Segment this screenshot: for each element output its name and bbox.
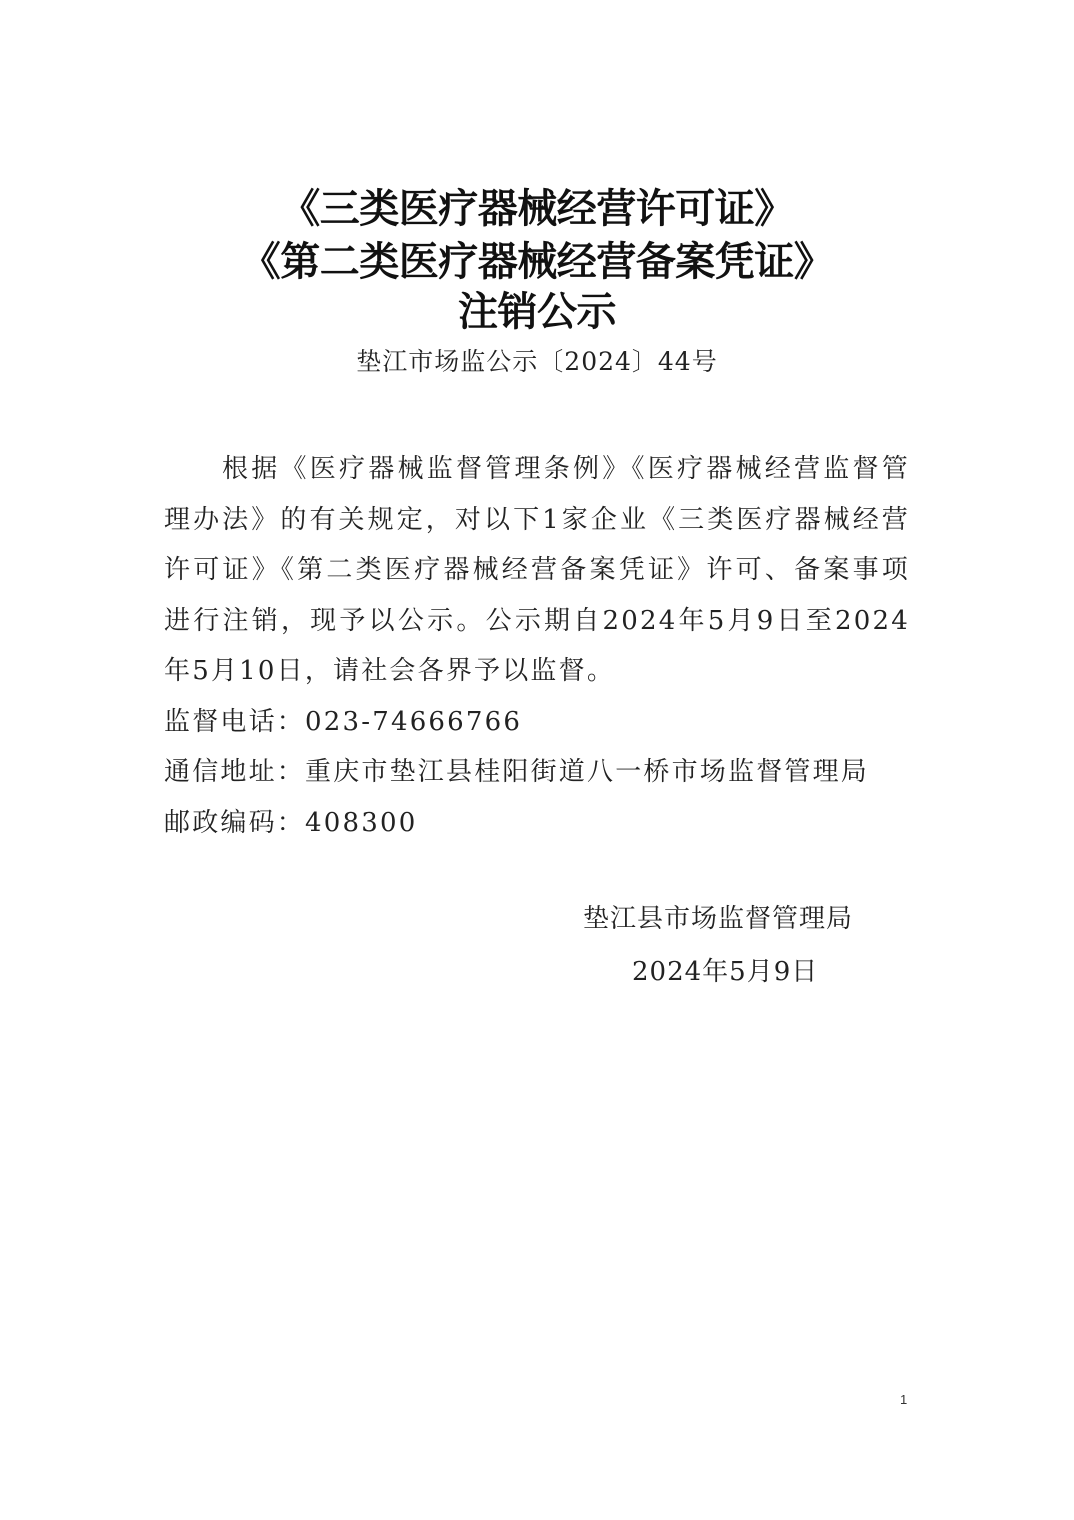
document-number: 垫江市场监公示〔2024〕44号	[356, 347, 718, 376]
title-line-1: 《三类医疗器械经营许可证》	[280, 186, 794, 232]
postal-code: 邮政编码：408300	[164, 807, 418, 838]
title-line-3: 注销公示	[458, 289, 616, 335]
notice-paragraph: 根据《医疗器械监督管理条例》《医疗器械经营监督管理办法》的有关规定，对以下1家企业《三类医疗器械经营许可证》《第二类医疗器械经营备案凭证》许可、备案事项进行注销，现予以公示。公示期自2024年5月9日至2024年5月10日，请社会各界予以监督。	[164, 454, 910, 686]
title-line-2: 《第二类医疗器械经营备案凭证》	[240, 239, 834, 285]
signature-organization: 垫江县市场监督管理局	[583, 904, 854, 934]
mailing-address: 通信地址：重庆市垫江县桂阳街道八一桥市场监督管理局	[164, 757, 870, 787]
page-number: 1	[900, 1392, 908, 1407]
notice-body	[164, 444, 910, 848]
supervision-phone: 监督电话：023-74666766	[164, 706, 523, 737]
signature-date: 2024年5月9日	[632, 957, 819, 987]
